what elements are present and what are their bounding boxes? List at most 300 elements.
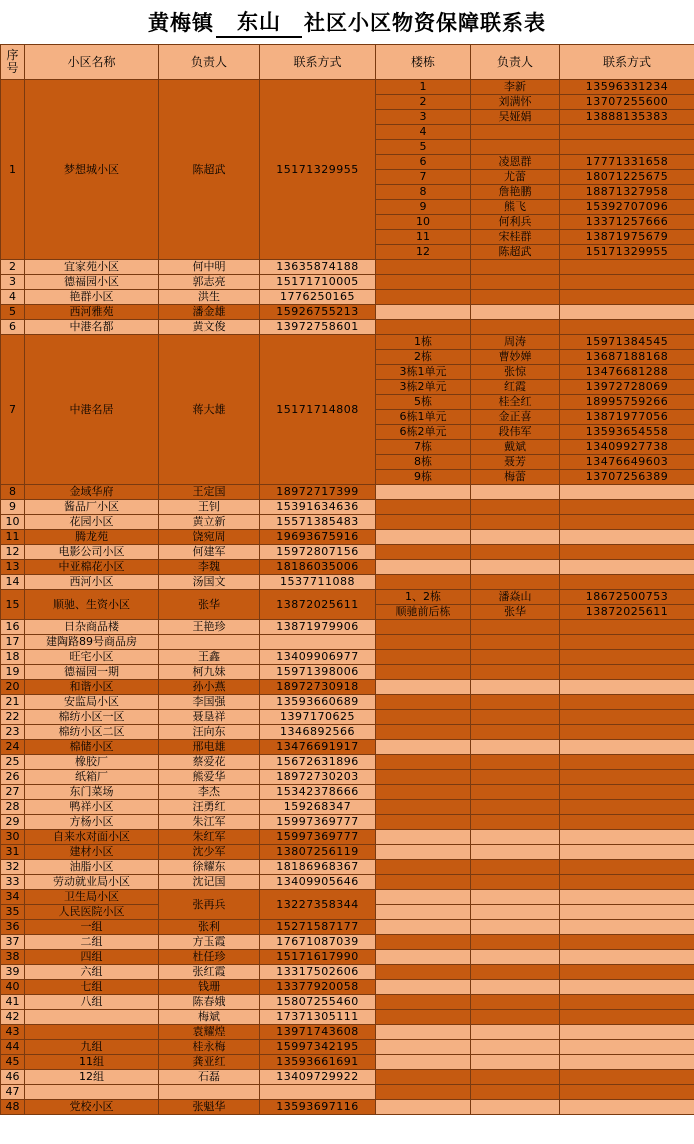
- row-name: 中亚棉花小区: [25, 560, 159, 575]
- row-building: 8栋: [376, 455, 471, 470]
- row-building-contact: 13593654558: [560, 425, 694, 440]
- table-row: [1, 80, 694, 95]
- row-name: 纸箱厂: [25, 770, 159, 785]
- row-building: [376, 575, 471, 590]
- row-name: [25, 1010, 159, 1025]
- row-person: 郭志亮: [159, 275, 260, 290]
- row-contact: 18972730918: [260, 680, 376, 695]
- row-building: [376, 785, 471, 800]
- row-name: 德福园一期: [25, 665, 159, 680]
- row-seq: 4: [1, 290, 25, 305]
- row-building: 9: [376, 200, 471, 215]
- row-building: 8: [376, 185, 471, 200]
- row-building: [376, 620, 471, 635]
- row-contact: 18186968367: [260, 860, 376, 875]
- row-seq: 41: [1, 995, 25, 1010]
- row-person: 王钊: [159, 500, 260, 515]
- row-name: 中港名都: [25, 320, 159, 335]
- row-seq: 11: [1, 530, 25, 545]
- row-building-person: [471, 920, 560, 935]
- row-seq: 43: [1, 1025, 25, 1040]
- row-seq: 22: [1, 710, 25, 725]
- row-name: 德福园小区: [25, 275, 159, 290]
- row-seq: 48: [1, 1100, 25, 1115]
- row-building-contact: [560, 260, 694, 275]
- row-building-contact: [560, 845, 694, 860]
- row-building-person: [471, 680, 560, 695]
- row-contact: 1346892566: [260, 725, 376, 740]
- row-building-person: [471, 290, 560, 305]
- table-row: [1, 275, 694, 290]
- row-person: [159, 1085, 260, 1100]
- row-building-contact: [560, 785, 694, 800]
- row-building: 3栋1单元: [376, 365, 471, 380]
- table-row: [1, 590, 694, 605]
- row-building-contact: [560, 1100, 694, 1115]
- row-seq: 20: [1, 680, 25, 695]
- row-seq: 44: [1, 1040, 25, 1055]
- row-seq: 3: [1, 275, 25, 290]
- row-seq: 28: [1, 800, 25, 815]
- title-suffix: 社区小区物资保障联系表: [304, 10, 546, 35]
- row-name: 二组: [25, 935, 159, 950]
- table-row: [1, 290, 694, 305]
- row-building: [376, 695, 471, 710]
- row-contact: 13409729922: [260, 1070, 376, 1085]
- row-building-person: [471, 620, 560, 635]
- row-building: 2: [376, 95, 471, 110]
- row-building-contact: [560, 1055, 694, 1070]
- row-contact: 15171617990: [260, 950, 376, 965]
- row-contact: 18972730203: [260, 770, 376, 785]
- row-contact: 17371305111: [260, 1010, 376, 1025]
- table-row: [1, 965, 694, 980]
- row-contact: 15271587177: [260, 920, 376, 935]
- row-building-contact: 13972728069: [560, 380, 694, 395]
- row-building-person: [471, 1040, 560, 1055]
- row-person: 黄文俊: [159, 320, 260, 335]
- row-building-person: [471, 950, 560, 965]
- title-prefix: 黄梅镇: [148, 10, 214, 35]
- row-name: 六组: [25, 965, 159, 980]
- row-building-person: [471, 980, 560, 995]
- row-person: 蔡爱花: [159, 755, 260, 770]
- row-seq: 39: [1, 965, 25, 980]
- row-building-person: 张华: [471, 605, 560, 620]
- row-seq: 18: [1, 650, 25, 665]
- row-building-contact: [560, 485, 694, 500]
- header-seq: 序号: [1, 45, 25, 80]
- row-name: 棉纺小区二区: [25, 725, 159, 740]
- row-contact: 13972758601: [260, 320, 376, 335]
- row-building: [376, 980, 471, 995]
- header-building-contact: 联系方式: [560, 45, 694, 80]
- row-building-contact: [560, 830, 694, 845]
- row-person: 汪勇红: [159, 800, 260, 815]
- row-contact: 18972717399: [260, 485, 376, 500]
- row-name: 劳动就业局小区: [25, 875, 159, 890]
- row-person: 熊爱华: [159, 770, 260, 785]
- row-building-person: [471, 1085, 560, 1100]
- row-building: [376, 485, 471, 500]
- row-name: 安监局小区: [25, 695, 159, 710]
- row-building-contact: [560, 695, 694, 710]
- row-building: 顺驰前后栋: [376, 605, 471, 620]
- row-seq: 13: [1, 560, 25, 575]
- row-building-contact: [560, 875, 694, 890]
- row-name: 八组: [25, 995, 159, 1010]
- row-person: 梅斌: [159, 1010, 260, 1025]
- row-person: 李国强: [159, 695, 260, 710]
- row-building-person: [471, 1010, 560, 1025]
- row-name: 和谐小区: [25, 680, 159, 695]
- row-building-person: [471, 140, 560, 155]
- row-building-contact: [560, 770, 694, 785]
- row-building-contact: [560, 755, 694, 770]
- row-person: 桂永梅: [159, 1040, 260, 1055]
- row-contact: 13409905646: [260, 875, 376, 890]
- row-building-contact: [560, 1085, 694, 1100]
- row-building-contact: 13371257666: [560, 215, 694, 230]
- row-seq: 17: [1, 635, 25, 650]
- row-person: 洪生: [159, 290, 260, 305]
- row-seq: 46: [1, 1070, 25, 1085]
- table-row: [1, 710, 694, 725]
- table-row: [1, 695, 694, 710]
- table-row: [1, 1085, 694, 1100]
- row-building-contact: [560, 935, 694, 950]
- row-building-person: 吴娅娟: [471, 110, 560, 125]
- row-building: 10: [376, 215, 471, 230]
- row-contact: 19693675916: [260, 530, 376, 545]
- row-seq: 29: [1, 815, 25, 830]
- row-building-person: 刘满怀: [471, 95, 560, 110]
- row-building: [376, 305, 471, 320]
- row-building: 1栋: [376, 335, 471, 350]
- row-building-contact: [560, 140, 694, 155]
- row-building-contact: [560, 650, 694, 665]
- row-name: 人民医院小区: [25, 905, 159, 920]
- row-contact: 13593660689: [260, 695, 376, 710]
- row-name: [25, 1085, 159, 1100]
- row-building: 1: [376, 80, 471, 95]
- row-contact: 13872025611: [260, 590, 376, 620]
- row-name: 方杨小区: [25, 815, 159, 830]
- row-seq: 7: [1, 335, 25, 485]
- row-building-person: [471, 905, 560, 920]
- row-building-contact: [560, 500, 694, 515]
- row-building-person: [471, 560, 560, 575]
- row-person: 汤国文: [159, 575, 260, 590]
- row-seq: 45: [1, 1055, 25, 1070]
- row-building-person: 桂全红: [471, 395, 560, 410]
- row-building-person: 梅蕾: [471, 470, 560, 485]
- row-building-person: [471, 500, 560, 515]
- row-name: 酱品厂小区: [25, 500, 159, 515]
- row-building: [376, 560, 471, 575]
- row-building: 3: [376, 110, 471, 125]
- title-town: 东山: [216, 6, 302, 38]
- row-building: 6: [376, 155, 471, 170]
- row-building-person: 戴斌: [471, 440, 560, 455]
- row-contact: 15171710005: [260, 275, 376, 290]
- row-contact: 18186035006: [260, 560, 376, 575]
- row-building: [376, 890, 471, 905]
- row-contact: 15926755213: [260, 305, 376, 320]
- row-building-person: 红霞: [471, 380, 560, 395]
- row-person: 王鑫: [159, 650, 260, 665]
- row-building-person: [471, 1070, 560, 1085]
- row-building-person: 宋桂群: [471, 230, 560, 245]
- row-building: 7: [376, 170, 471, 185]
- row-contact: 15972807156: [260, 545, 376, 560]
- row-name: 旺宅小区: [25, 650, 159, 665]
- row-person: 李魏: [159, 560, 260, 575]
- row-building-contact: [560, 1010, 694, 1025]
- row-name: 电影公司小区: [25, 545, 159, 560]
- row-person: 饶宛周: [159, 530, 260, 545]
- row-building-contact: 13871975679: [560, 230, 694, 245]
- row-name: 西河小区: [25, 575, 159, 590]
- table-row: [1, 815, 694, 830]
- row-name: 橡胶厂: [25, 755, 159, 770]
- row-building-contact: 13871977056: [560, 410, 694, 425]
- row-contact: 15997342195: [260, 1040, 376, 1055]
- row-building: [376, 650, 471, 665]
- row-building: [376, 770, 471, 785]
- row-building-person: 曹妙婵: [471, 350, 560, 365]
- header-person: 负责人: [159, 45, 260, 80]
- row-person: 何建军: [159, 545, 260, 560]
- row-building: 5: [376, 140, 471, 155]
- row-person: 张再兵: [159, 890, 260, 920]
- row-seq: 37: [1, 935, 25, 950]
- row-building: 1、2栋: [376, 590, 471, 605]
- row-contact: 13377920058: [260, 980, 376, 995]
- row-person: 方玉霞: [159, 935, 260, 950]
- row-person: 陈春娥: [159, 995, 260, 1010]
- row-building-contact: [560, 725, 694, 740]
- row-building-person: 詹艳鹏: [471, 185, 560, 200]
- row-seq: 47: [1, 1085, 25, 1100]
- row-seq: 16: [1, 620, 25, 635]
- row-building-contact: 13596331234: [560, 80, 694, 95]
- row-person: 朱红军: [159, 830, 260, 845]
- row-building-contact: [560, 1070, 694, 1085]
- row-seq: 9: [1, 500, 25, 515]
- row-building: [376, 635, 471, 650]
- row-contact: 13476691917: [260, 740, 376, 755]
- row-name: [25, 1025, 159, 1040]
- row-building-person: [471, 665, 560, 680]
- row-seq: 25: [1, 755, 25, 770]
- row-building-contact: [560, 125, 694, 140]
- table-row: [1, 485, 694, 500]
- row-seq: 19: [1, 665, 25, 680]
- row-building: [376, 725, 471, 740]
- row-name: 卫生局小区: [25, 890, 159, 905]
- row-contact: 13971743608: [260, 1025, 376, 1040]
- row-building-contact: 13476649603: [560, 455, 694, 470]
- table-row: [1, 770, 694, 785]
- row-building: 7栋: [376, 440, 471, 455]
- row-name: 建陶路89号商品房: [25, 635, 159, 650]
- row-seq: 33: [1, 875, 25, 890]
- row-person: 石磊: [159, 1070, 260, 1085]
- row-seq: 2: [1, 260, 25, 275]
- row-name: 11组: [25, 1055, 159, 1070]
- table-row: [1, 740, 694, 755]
- row-building: [376, 1040, 471, 1055]
- row-person: 张魁华: [159, 1100, 260, 1115]
- row-building-person: 李新: [471, 80, 560, 95]
- row-building-contact: [560, 530, 694, 545]
- table-row: [1, 620, 694, 635]
- row-building: [376, 1100, 471, 1115]
- row-building: [376, 1010, 471, 1025]
- row-name: 七组: [25, 980, 159, 995]
- contact-table: [0, 44, 694, 1115]
- row-contact: 15571385483: [260, 515, 376, 530]
- row-building-person: [471, 260, 560, 275]
- header-building-person: 负责人: [471, 45, 560, 80]
- row-person: 李杰: [159, 785, 260, 800]
- row-building: 2栋: [376, 350, 471, 365]
- table-row: [1, 950, 694, 965]
- table-row: [1, 680, 694, 695]
- row-building: [376, 260, 471, 275]
- header-building: 楼栋: [376, 45, 471, 80]
- row-seq: 1: [1, 80, 25, 260]
- row-building: [376, 1025, 471, 1040]
- row-building-contact: [560, 320, 694, 335]
- row-contact: 15971398006: [260, 665, 376, 680]
- row-name: 日杂商品楼: [25, 620, 159, 635]
- row-building: [376, 995, 471, 1010]
- row-name: 中港名居: [25, 335, 159, 485]
- row-building: [376, 950, 471, 965]
- row-contact: 15672631896: [260, 755, 376, 770]
- table-row: [1, 725, 694, 740]
- table-row: [1, 1025, 694, 1040]
- row-building-person: [471, 800, 560, 815]
- table-row: [1, 935, 694, 950]
- table-row: [1, 1100, 694, 1115]
- table-row: [1, 920, 694, 935]
- row-seq: 30: [1, 830, 25, 845]
- row-name: 鸭祥小区: [25, 800, 159, 815]
- header-name: 小区名称: [25, 45, 159, 80]
- row-contact: 13807256119: [260, 845, 376, 860]
- row-building-contact: [560, 680, 694, 695]
- row-contact: 15171329955: [260, 80, 376, 260]
- row-building-person: [471, 1025, 560, 1040]
- table-row: [1, 845, 694, 860]
- row-building-person: 张惊: [471, 365, 560, 380]
- row-seq: 27: [1, 785, 25, 800]
- row-building-contact: 15971384545: [560, 335, 694, 350]
- row-person: 张华: [159, 590, 260, 620]
- row-name: 一组: [25, 920, 159, 935]
- row-building-contact: 18871327958: [560, 185, 694, 200]
- table-row: [1, 800, 694, 815]
- row-contact: [260, 635, 376, 650]
- row-building-contact: 15171329955: [560, 245, 694, 260]
- row-building-person: [471, 635, 560, 650]
- row-building-contact: [560, 965, 694, 980]
- row-building-contact: [560, 860, 694, 875]
- row-person: 龚亚红: [159, 1055, 260, 1070]
- row-contact: 1776250165: [260, 290, 376, 305]
- row-building: 6栋2单元: [376, 425, 471, 440]
- row-building-contact: [560, 1040, 694, 1055]
- row-building-contact: [560, 620, 694, 635]
- row-building: 3栋2单元: [376, 380, 471, 395]
- row-building: [376, 800, 471, 815]
- row-building-person: [471, 1100, 560, 1115]
- row-contact: 13409906977: [260, 650, 376, 665]
- row-name: 棉储小区: [25, 740, 159, 755]
- row-building-person: [471, 740, 560, 755]
- row-building-person: [471, 845, 560, 860]
- row-seq: 35: [1, 905, 25, 920]
- header-row: [1, 45, 694, 80]
- row-name: 四组: [25, 950, 159, 965]
- row-building-contact: [560, 275, 694, 290]
- table-row: [1, 1055, 694, 1070]
- row-building-person: [471, 965, 560, 980]
- row-building-person: [471, 860, 560, 875]
- row-building: [376, 935, 471, 950]
- row-building-person: [471, 995, 560, 1010]
- row-building-person: 潘焱山: [471, 590, 560, 605]
- table-row: [1, 980, 694, 995]
- row-name: 九组: [25, 1040, 159, 1055]
- row-person: 张利: [159, 920, 260, 935]
- row-building-contact: [560, 920, 694, 935]
- row-building-person: [471, 320, 560, 335]
- row-seq: 26: [1, 770, 25, 785]
- row-name: 党校小区: [25, 1100, 159, 1115]
- row-building-person: [471, 515, 560, 530]
- row-building: [376, 920, 471, 935]
- row-building: [376, 875, 471, 890]
- row-building: [376, 755, 471, 770]
- row-building-person: 聂芳: [471, 455, 560, 470]
- row-seq: 40: [1, 980, 25, 995]
- table-row: [1, 665, 694, 680]
- row-contact: 15342378666: [260, 785, 376, 800]
- row-building: [376, 860, 471, 875]
- row-building-contact: [560, 515, 694, 530]
- table-row: [1, 755, 694, 770]
- row-contact: 15997369777: [260, 815, 376, 830]
- row-seq: 23: [1, 725, 25, 740]
- row-building-contact: 18672500753: [560, 590, 694, 605]
- row-person: 蒋大雄: [159, 335, 260, 485]
- row-building: [376, 965, 471, 980]
- row-name: 东门菜场: [25, 785, 159, 800]
- row-building-person: [471, 755, 560, 770]
- row-contact: 13593697116: [260, 1100, 376, 1115]
- row-building-person: [471, 275, 560, 290]
- row-building-contact: 13687188168: [560, 350, 694, 365]
- row-building-contact: [560, 800, 694, 815]
- row-building-contact: 18995759266: [560, 395, 694, 410]
- table-row: [1, 635, 694, 650]
- row-seq: 12: [1, 545, 25, 560]
- row-building-contact: 13872025611: [560, 605, 694, 620]
